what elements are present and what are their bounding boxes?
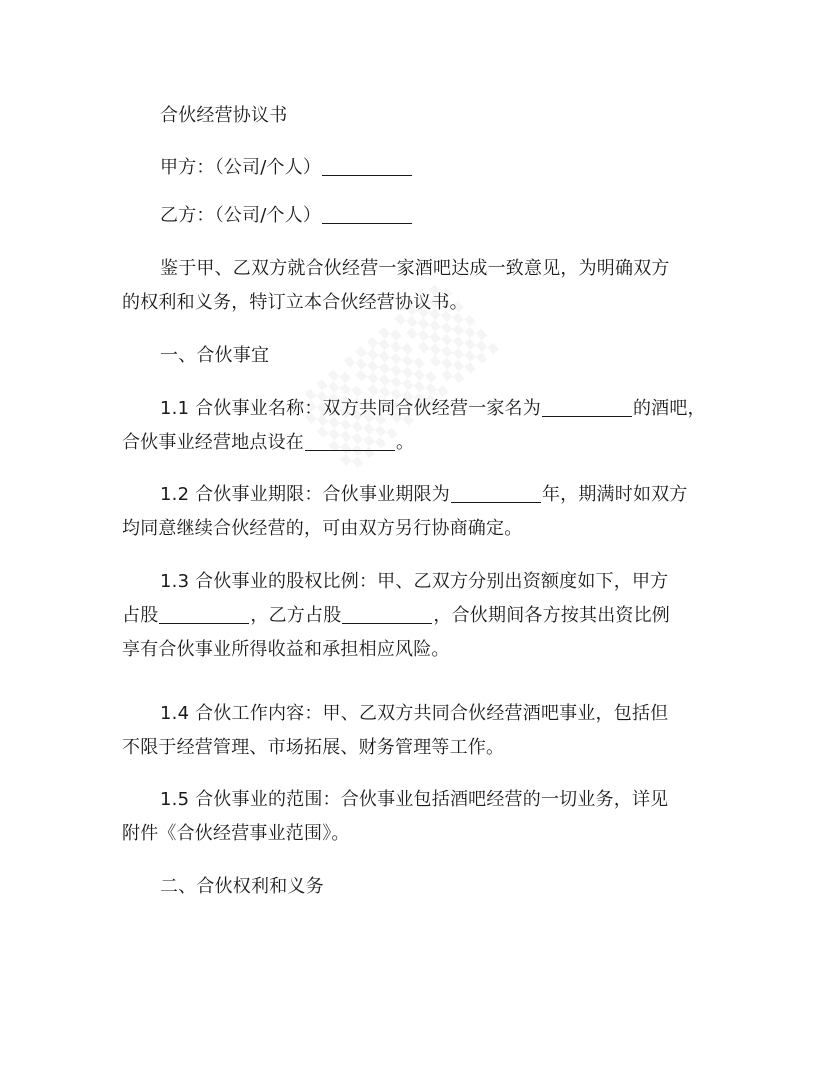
section-1-heading: 一、合伙事宜 <box>160 345 270 366</box>
intro-line-2: 的权利和义务，特订立本合伙经营协议书。 <box>122 292 468 313</box>
intro-line-1: 鉴于甲、乙双方就合伙经营一家酒吧达成一致意见，为明确双方 <box>160 258 670 279</box>
party-a-share-blank <box>159 603 249 624</box>
document-title: 合伙经营协议书 <box>160 105 288 126</box>
clause-1-1: 1.1 合伙事业名称：双方共同合伙经营一家名为 的酒吧， 合伙事业经营地点设在 。 <box>122 398 706 453</box>
clause-1-4: 1.4 合伙工作内容：甲、乙双方共同合伙经营酒吧事业，包括但 不限于经营管理、市场拓展、财务管理等工作。 <box>122 703 669 758</box>
party-b-line <box>122 199 750 233</box>
clause-1-2: 1.2 合伙事业期限：合伙事业期限为 年，期满时如双方 均同意继续合伙经营的，可由双方另行协商确定。 <box>122 484 688 539</box>
party-b-blank <box>322 203 412 224</box>
section-2-heading: 二、合伙权利和义务 <box>160 876 324 897</box>
party-a-line <box>122 151 750 185</box>
party-a-blank <box>322 155 412 176</box>
party-b-label: 乙方：（公司/个人） <box>160 205 322 226</box>
bar-name-blank <box>542 396 632 417</box>
term-years-blank <box>451 482 541 503</box>
clause-1-5: 1.5 合伙事业的范围：合伙事业包括酒吧经营的一切业务，详见 附件《合伙经营事业范围》。 <box>122 789 669 844</box>
party-b-share-blank <box>342 603 432 624</box>
intro-paragraph <box>122 252 712 320</box>
party-a-label: 甲方：（公司/个人） <box>160 157 322 178</box>
clause-1-3: 1.3 合伙事业的股权比例：甲、乙双方分别出资额度如下，甲方 占股 ，乙方占股 ，合伙期间各方按其出资比例 享有合伙事业所得收益和承担相应风险。 <box>122 571 671 660</box>
location-blank <box>305 430 395 451</box>
